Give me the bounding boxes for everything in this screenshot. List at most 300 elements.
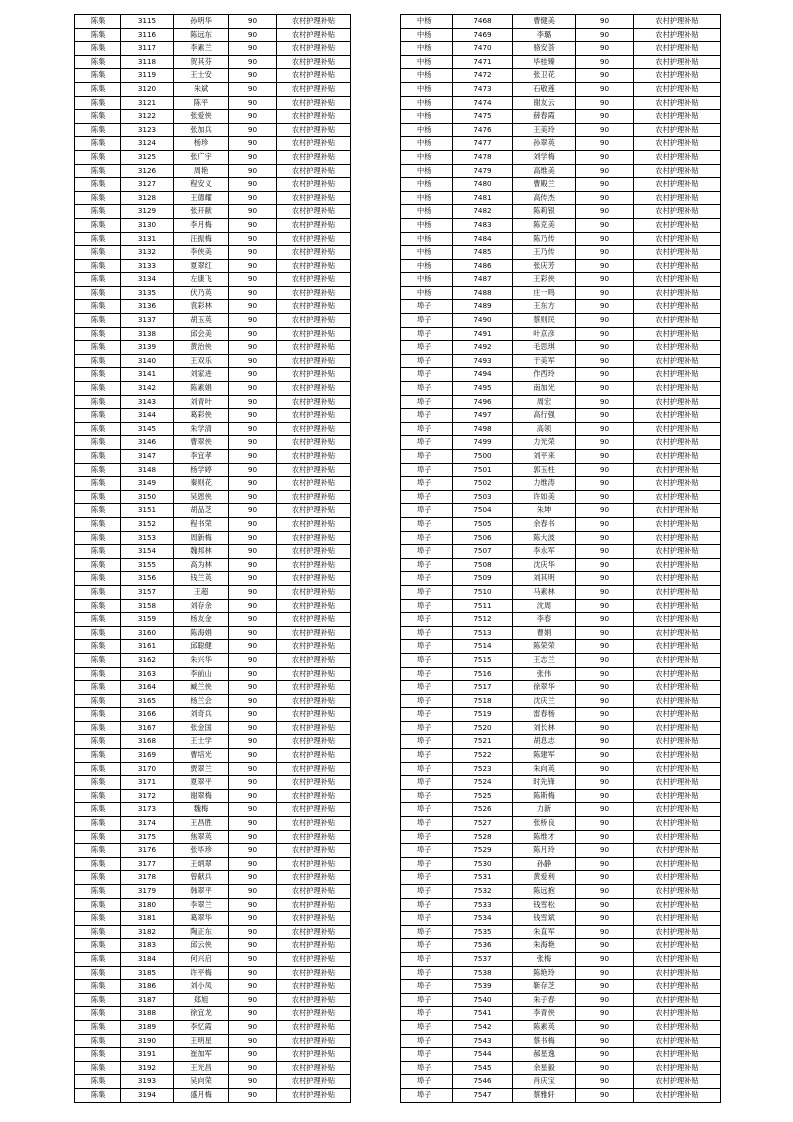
- area-cell: 陈集: [75, 504, 121, 518]
- area-cell: 陈集: [75, 232, 121, 246]
- area-cell: 陈集: [75, 871, 121, 885]
- amount-cell: 90: [576, 395, 634, 409]
- subsidy-type-cell: 农村护理补贴: [277, 749, 351, 763]
- serial-cell: 3185: [121, 966, 174, 980]
- area-cell: 陈集: [75, 123, 121, 137]
- name-cell: 杨兰会: [174, 694, 229, 708]
- area-cell: 埠子: [401, 613, 453, 627]
- serial-cell: 3120: [121, 82, 174, 96]
- table-row: [401, 939, 721, 953]
- name-cell: 朱学清: [174, 422, 229, 436]
- serial-cell: 7530: [453, 857, 513, 871]
- amount-cell: 90: [229, 382, 277, 396]
- name-cell: 朱子春: [513, 993, 576, 1007]
- area-cell: 陈集: [75, 885, 121, 899]
- table-row: [75, 572, 351, 586]
- table-row: [75, 925, 351, 939]
- subsidy-type-cell: 农村护理补贴: [277, 69, 351, 83]
- amount-cell: 90: [229, 694, 277, 708]
- amount-cell: 90: [576, 952, 634, 966]
- subsidy-type-cell: 农村护理补贴: [634, 531, 721, 545]
- amount-cell: 90: [576, 708, 634, 722]
- amount-cell: 90: [229, 137, 277, 151]
- subsidy-type-cell: 农村护理补贴: [277, 613, 351, 627]
- subsidy-type-cell: 农村护理补贴: [277, 28, 351, 42]
- name-cell: 叶京彦: [513, 327, 576, 341]
- table-row: [401, 626, 721, 640]
- table-row: [75, 871, 351, 885]
- amount-cell: 90: [229, 123, 277, 137]
- area-cell: 陈集: [75, 409, 121, 423]
- area-cell: 陈集: [75, 341, 121, 355]
- subsidy-type-cell: 农村护理补贴: [634, 817, 721, 831]
- area-cell: 中杨: [401, 82, 453, 96]
- name-cell: 力新: [513, 803, 576, 817]
- area-cell: 陈集: [75, 205, 121, 219]
- serial-cell: 3184: [121, 952, 174, 966]
- table-row: [75, 463, 351, 477]
- amount-cell: 90: [576, 110, 634, 124]
- serial-cell: 7522: [453, 749, 513, 763]
- table-row: [401, 952, 721, 966]
- serial-cell: 3128: [121, 191, 174, 205]
- subsidy-type-cell: 农村护理补贴: [634, 912, 721, 926]
- amount-cell: 90: [229, 55, 277, 69]
- serial-cell: 3161: [121, 640, 174, 654]
- area-cell: 陈集: [75, 382, 121, 396]
- serial-cell: 7542: [453, 1020, 513, 1034]
- amount-cell: 90: [229, 1048, 277, 1062]
- subsidy-type-cell: 农村护理补贴: [634, 1061, 721, 1075]
- subsidy-type-cell: 农村护理补贴: [277, 667, 351, 681]
- area-cell: 中杨: [401, 232, 453, 246]
- area-cell: 埠子: [401, 531, 453, 545]
- table-row: [75, 545, 351, 559]
- table-row: [401, 572, 721, 586]
- subsidy-type-cell: 农村护理补贴: [277, 776, 351, 790]
- amount-cell: 90: [576, 1007, 634, 1021]
- area-cell: 埠子: [401, 776, 453, 790]
- area-cell: 陈集: [75, 857, 121, 871]
- table-row: [75, 55, 351, 69]
- amount-cell: 90: [576, 409, 634, 423]
- subsidy-type-cell: 农村护理补贴: [634, 1007, 721, 1021]
- name-cell: 陈素娟: [174, 382, 229, 396]
- table-row: [75, 626, 351, 640]
- serial-cell: 3123: [121, 123, 174, 137]
- amount-cell: 90: [576, 164, 634, 178]
- serial-cell: 7482: [453, 205, 513, 219]
- amount-cell: 90: [229, 463, 277, 477]
- table-row: [75, 28, 351, 42]
- table-row: [401, 735, 721, 749]
- amount-cell: 90: [576, 123, 634, 137]
- subsidy-type-cell: 农村护理补贴: [634, 626, 721, 640]
- subsidy-type-cell: 农村护理补贴: [634, 613, 721, 627]
- area-cell: 中杨: [401, 123, 453, 137]
- serial-cell: 7510: [453, 585, 513, 599]
- serial-cell: 3163: [121, 667, 174, 681]
- subsidy-type-cell: 农村护理补贴: [277, 517, 351, 531]
- serial-cell: 3122: [121, 110, 174, 124]
- amount-cell: 90: [229, 653, 277, 667]
- table-row: [75, 123, 351, 137]
- subsidy-type-cell: 农村护理补贴: [277, 980, 351, 994]
- subsidy-type-cell: 农村护理补贴: [277, 82, 351, 96]
- amount-cell: 90: [576, 1088, 634, 1102]
- table-row: [401, 341, 721, 355]
- area-cell: 中杨: [401, 286, 453, 300]
- serial-cell: 3118: [121, 55, 174, 69]
- amount-cell: 90: [576, 137, 634, 151]
- name-cell: 陈大波: [513, 531, 576, 545]
- amount-cell: 90: [576, 681, 634, 695]
- serial-cell: 3170: [121, 762, 174, 776]
- area-cell: 中杨: [401, 205, 453, 219]
- area-cell: 埠子: [401, 640, 453, 654]
- amount-cell: 90: [576, 531, 634, 545]
- subsidy-type-cell: 农村护理补贴: [277, 939, 351, 953]
- subsidy-type-cell: 农村护理补贴: [277, 490, 351, 504]
- area-cell: 埠子: [401, 1088, 453, 1102]
- serial-cell: 7496: [453, 395, 513, 409]
- name-cell: 刘小凤: [174, 980, 229, 994]
- area-cell: 埠子: [401, 966, 453, 980]
- area-cell: 陈集: [75, 1075, 121, 1089]
- amount-cell: 90: [576, 341, 634, 355]
- subsidy-type-cell: 农村护理补贴: [277, 327, 351, 341]
- name-cell: 刘其明: [513, 572, 576, 586]
- subsidy-type-cell: 农村护理补贴: [634, 789, 721, 803]
- area-cell: 埠子: [401, 585, 453, 599]
- area-cell: 埠子: [401, 450, 453, 464]
- subsidy-type-cell: 农村护理补贴: [277, 409, 351, 423]
- table-row: [75, 789, 351, 803]
- area-cell: 埠子: [401, 844, 453, 858]
- name-cell: 李素兰: [174, 42, 229, 56]
- name-cell: 张广宇: [174, 150, 229, 164]
- table-row: [401, 110, 721, 124]
- name-cell: 秦则花: [174, 477, 229, 491]
- table-row: [401, 246, 721, 260]
- table-row: [75, 137, 351, 151]
- subsidy-type-cell: 农村护理补贴: [634, 572, 721, 586]
- area-cell: 陈集: [75, 450, 121, 464]
- amount-cell: 90: [229, 205, 277, 219]
- name-cell: 陈建军: [513, 749, 576, 763]
- subsidy-type-cell: 农村护理补贴: [277, 341, 351, 355]
- area-cell: 埠子: [401, 382, 453, 396]
- serial-cell: 7486: [453, 259, 513, 273]
- subsidy-type-cell: 农村护理补贴: [634, 830, 721, 844]
- subsidy-type-cell: 农村护理补贴: [277, 314, 351, 328]
- amount-cell: 90: [229, 776, 277, 790]
- area-cell: 中杨: [401, 110, 453, 124]
- area-cell: 埠子: [401, 395, 453, 409]
- subsidy-type-cell: 农村护理补贴: [277, 531, 351, 545]
- serial-cell: 3179: [121, 885, 174, 899]
- area-cell: 埠子: [401, 1061, 453, 1075]
- serial-cell: 7480: [453, 178, 513, 192]
- subsidy-type-cell: 农村护理补贴: [634, 885, 721, 899]
- serial-cell: 7499: [453, 436, 513, 450]
- amount-cell: 90: [229, 42, 277, 56]
- area-cell: 埠子: [401, 1020, 453, 1034]
- amount-cell: 90: [229, 898, 277, 912]
- subsidy-table-left: [74, 14, 351, 1103]
- name-cell: 陈荣荣: [513, 640, 576, 654]
- serial-cell: 7470: [453, 42, 513, 56]
- subsidy-type-cell: 农村护理补贴: [634, 545, 721, 559]
- area-cell: 陈集: [75, 436, 121, 450]
- area-cell: 陈集: [75, 980, 121, 994]
- subsidy-type-cell: 农村护理补贴: [277, 395, 351, 409]
- serial-cell: 3150: [121, 490, 174, 504]
- area-cell: 陈集: [75, 1048, 121, 1062]
- serial-cell: 3119: [121, 69, 174, 83]
- name-cell: 吴向荣: [174, 1075, 229, 1089]
- amount-cell: 90: [229, 966, 277, 980]
- subsidy-type-cell: 农村护理补贴: [634, 300, 721, 314]
- table-row: [401, 137, 721, 151]
- area-cell: 中杨: [401, 69, 453, 83]
- subsidy-type-cell: 农村护理补贴: [634, 436, 721, 450]
- table-row: [75, 803, 351, 817]
- subsidy-type-cell: 农村护理补贴: [277, 545, 351, 559]
- area-cell: 埠子: [401, 545, 453, 559]
- area-cell: 陈集: [75, 681, 121, 695]
- name-cell: 王昌胜: [174, 817, 229, 831]
- table-row: [75, 531, 351, 545]
- amount-cell: 90: [576, 762, 634, 776]
- amount-cell: 90: [576, 42, 634, 56]
- table-row: [401, 205, 721, 219]
- table-row: [401, 504, 721, 518]
- amount-cell: 90: [229, 558, 277, 572]
- subsidy-type-cell: 农村护理补贴: [277, 681, 351, 695]
- serial-cell: 7524: [453, 776, 513, 790]
- name-cell: 庄一鸣: [513, 286, 576, 300]
- serial-cell: 7518: [453, 694, 513, 708]
- table-row: [75, 286, 351, 300]
- serial-cell: 7537: [453, 952, 513, 966]
- subsidy-type-cell: 农村护理补贴: [634, 123, 721, 137]
- subsidy-type-cell: 农村护理补贴: [634, 55, 721, 69]
- amount-cell: 90: [576, 857, 634, 871]
- name-cell: 南加光: [513, 382, 576, 396]
- name-cell: 李璐: [513, 28, 576, 42]
- table-row: [401, 69, 721, 83]
- name-cell: 蔡雅轩: [513, 1088, 576, 1102]
- subsidy-type-cell: 农村护理补贴: [634, 966, 721, 980]
- serial-cell: 7481: [453, 191, 513, 205]
- serial-cell: 7472: [453, 69, 513, 83]
- subsidy-type-cell: 农村护理补贴: [634, 110, 721, 124]
- serial-cell: 3116: [121, 28, 174, 42]
- name-cell: 高领: [513, 422, 576, 436]
- name-cell: 陈莉银: [513, 205, 576, 219]
- subsidy-type-cell: 农村护理补贴: [277, 1020, 351, 1034]
- subsidy-type-cell: 农村护理补贴: [634, 694, 721, 708]
- amount-cell: 90: [229, 993, 277, 1007]
- amount-cell: 90: [229, 640, 277, 654]
- serial-cell: 7508: [453, 558, 513, 572]
- name-cell: 陈维才: [513, 830, 576, 844]
- table-row: [75, 164, 351, 178]
- serial-cell: 7534: [453, 912, 513, 926]
- name-cell: 张伟: [513, 667, 576, 681]
- serial-cell: 3183: [121, 939, 174, 953]
- table-row: [401, 993, 721, 1007]
- subsidy-type-cell: 农村护理补贴: [634, 164, 721, 178]
- area-cell: 埠子: [401, 463, 453, 477]
- subsidy-type-cell: 农村护理补贴: [634, 178, 721, 192]
- name-cell: 朱兴华: [174, 653, 229, 667]
- serial-cell: 7525: [453, 789, 513, 803]
- serial-cell: 7507: [453, 545, 513, 559]
- serial-cell: 7505: [453, 517, 513, 531]
- table-row: [75, 993, 351, 1007]
- table-row: [75, 327, 351, 341]
- serial-cell: 3178: [121, 871, 174, 885]
- name-cell: 余星毅: [513, 1061, 576, 1075]
- subsidy-type-cell: 农村护理补贴: [634, 232, 721, 246]
- table-row: [401, 681, 721, 695]
- area-cell: 陈集: [75, 477, 121, 491]
- amount-cell: 90: [229, 191, 277, 205]
- name-cell: 朱斌: [174, 82, 229, 96]
- amount-cell: 90: [576, 667, 634, 681]
- subsidy-type-cell: 农村护理补贴: [634, 205, 721, 219]
- area-cell: 埠子: [401, 694, 453, 708]
- name-cell: 左康飞: [174, 273, 229, 287]
- area-cell: 埠子: [401, 1048, 453, 1062]
- name-cell: 王德耀: [174, 191, 229, 205]
- table-row: [401, 436, 721, 450]
- serial-cell: 7545: [453, 1061, 513, 1075]
- table-row: [401, 694, 721, 708]
- subsidy-type-cell: 农村护理补贴: [277, 558, 351, 572]
- table-row: [75, 395, 351, 409]
- amount-cell: 90: [229, 708, 277, 722]
- serial-cell: 7471: [453, 55, 513, 69]
- name-cell: 钱兰英: [174, 572, 229, 586]
- amount-cell: 90: [576, 885, 634, 899]
- area-cell: 陈集: [75, 817, 121, 831]
- area-cell: 埠子: [401, 327, 453, 341]
- serial-cell: 7512: [453, 613, 513, 627]
- table-row: [75, 69, 351, 83]
- serial-cell: 3130: [121, 218, 174, 232]
- area-cell: 陈集: [75, 653, 121, 667]
- serial-cell: 7544: [453, 1048, 513, 1062]
- amount-cell: 90: [576, 939, 634, 953]
- subsidy-type-cell: 农村护理补贴: [277, 599, 351, 613]
- subsidy-type-cell: 农村护理补贴: [634, 803, 721, 817]
- amount-cell: 90: [576, 490, 634, 504]
- area-cell: 埠子: [401, 817, 453, 831]
- serial-cell: 7521: [453, 735, 513, 749]
- name-cell: 靳存芝: [513, 980, 576, 994]
- table-row: [401, 368, 721, 382]
- subsidy-type-cell: 农村护理补贴: [277, 1034, 351, 1048]
- name-cell: 许如美: [513, 490, 576, 504]
- serial-cell: 3166: [121, 708, 174, 722]
- subsidy-type-cell: 农村护理补贴: [634, 82, 721, 96]
- subsidy-type-cell: 农村护理补贴: [634, 708, 721, 722]
- area-cell: 埠子: [401, 490, 453, 504]
- amount-cell: 90: [229, 300, 277, 314]
- name-cell: 王彩侠: [513, 273, 576, 287]
- area-cell: 埠子: [401, 871, 453, 885]
- area-cell: 陈集: [75, 749, 121, 763]
- subsidy-type-cell: 农村护理补贴: [277, 205, 351, 219]
- name-cell: 何兴启: [174, 952, 229, 966]
- serial-cell: 3127: [121, 178, 174, 192]
- name-cell: 李春: [513, 613, 576, 627]
- serial-cell: 7475: [453, 110, 513, 124]
- serial-cell: 7476: [453, 123, 513, 137]
- area-cell: 陈集: [75, 273, 121, 287]
- name-cell: 肖庆宝: [513, 1075, 576, 1089]
- name-cell: 张梅: [513, 952, 576, 966]
- amount-cell: 90: [229, 721, 277, 735]
- amount-cell: 90: [576, 15, 634, 29]
- table-row: [75, 599, 351, 613]
- amount-cell: 90: [576, 613, 634, 627]
- amount-cell: 90: [576, 640, 634, 654]
- amount-cell: 90: [229, 871, 277, 885]
- area-cell: 陈集: [75, 939, 121, 953]
- area-cell: 中杨: [401, 191, 453, 205]
- amount-cell: 90: [576, 898, 634, 912]
- name-cell: 沈庆兰: [513, 694, 576, 708]
- table-row: [75, 980, 351, 994]
- table-row: [75, 422, 351, 436]
- table-row: [401, 178, 721, 192]
- area-cell: 陈集: [75, 1034, 121, 1048]
- subsidy-type-cell: 农村护理补贴: [277, 1007, 351, 1021]
- subsidy-type-cell: 农村护理补贴: [277, 803, 351, 817]
- subsidy-type-cell: 农村护理补贴: [277, 273, 351, 287]
- table-row: [401, 150, 721, 164]
- area-cell: 陈集: [75, 55, 121, 69]
- name-cell: 李永军: [513, 545, 576, 559]
- serial-cell: 7528: [453, 830, 513, 844]
- table-row: [75, 354, 351, 368]
- name-cell: 朱向英: [513, 762, 576, 776]
- serial-cell: 3167: [121, 721, 174, 735]
- serial-cell: 3173: [121, 803, 174, 817]
- amount-cell: 90: [576, 354, 634, 368]
- table-row: [401, 531, 721, 545]
- name-cell: 杨学婷: [174, 463, 229, 477]
- serial-cell: 3164: [121, 681, 174, 695]
- name-cell: 曹健美: [513, 15, 576, 29]
- serial-cell: 7539: [453, 980, 513, 994]
- serial-cell: 7517: [453, 681, 513, 695]
- subsidy-type-cell: 农村护理补贴: [277, 232, 351, 246]
- name-cell: 王光昌: [174, 1061, 229, 1075]
- serial-cell: 7533: [453, 898, 513, 912]
- serial-cell: 7526: [453, 803, 513, 817]
- name-cell: 陈远东: [174, 28, 229, 42]
- area-cell: 陈集: [75, 776, 121, 790]
- area-cell: 陈集: [75, 517, 121, 531]
- area-cell: 中杨: [401, 178, 453, 192]
- amount-cell: 90: [229, 490, 277, 504]
- subsidy-type-cell: 农村护理补贴: [634, 490, 721, 504]
